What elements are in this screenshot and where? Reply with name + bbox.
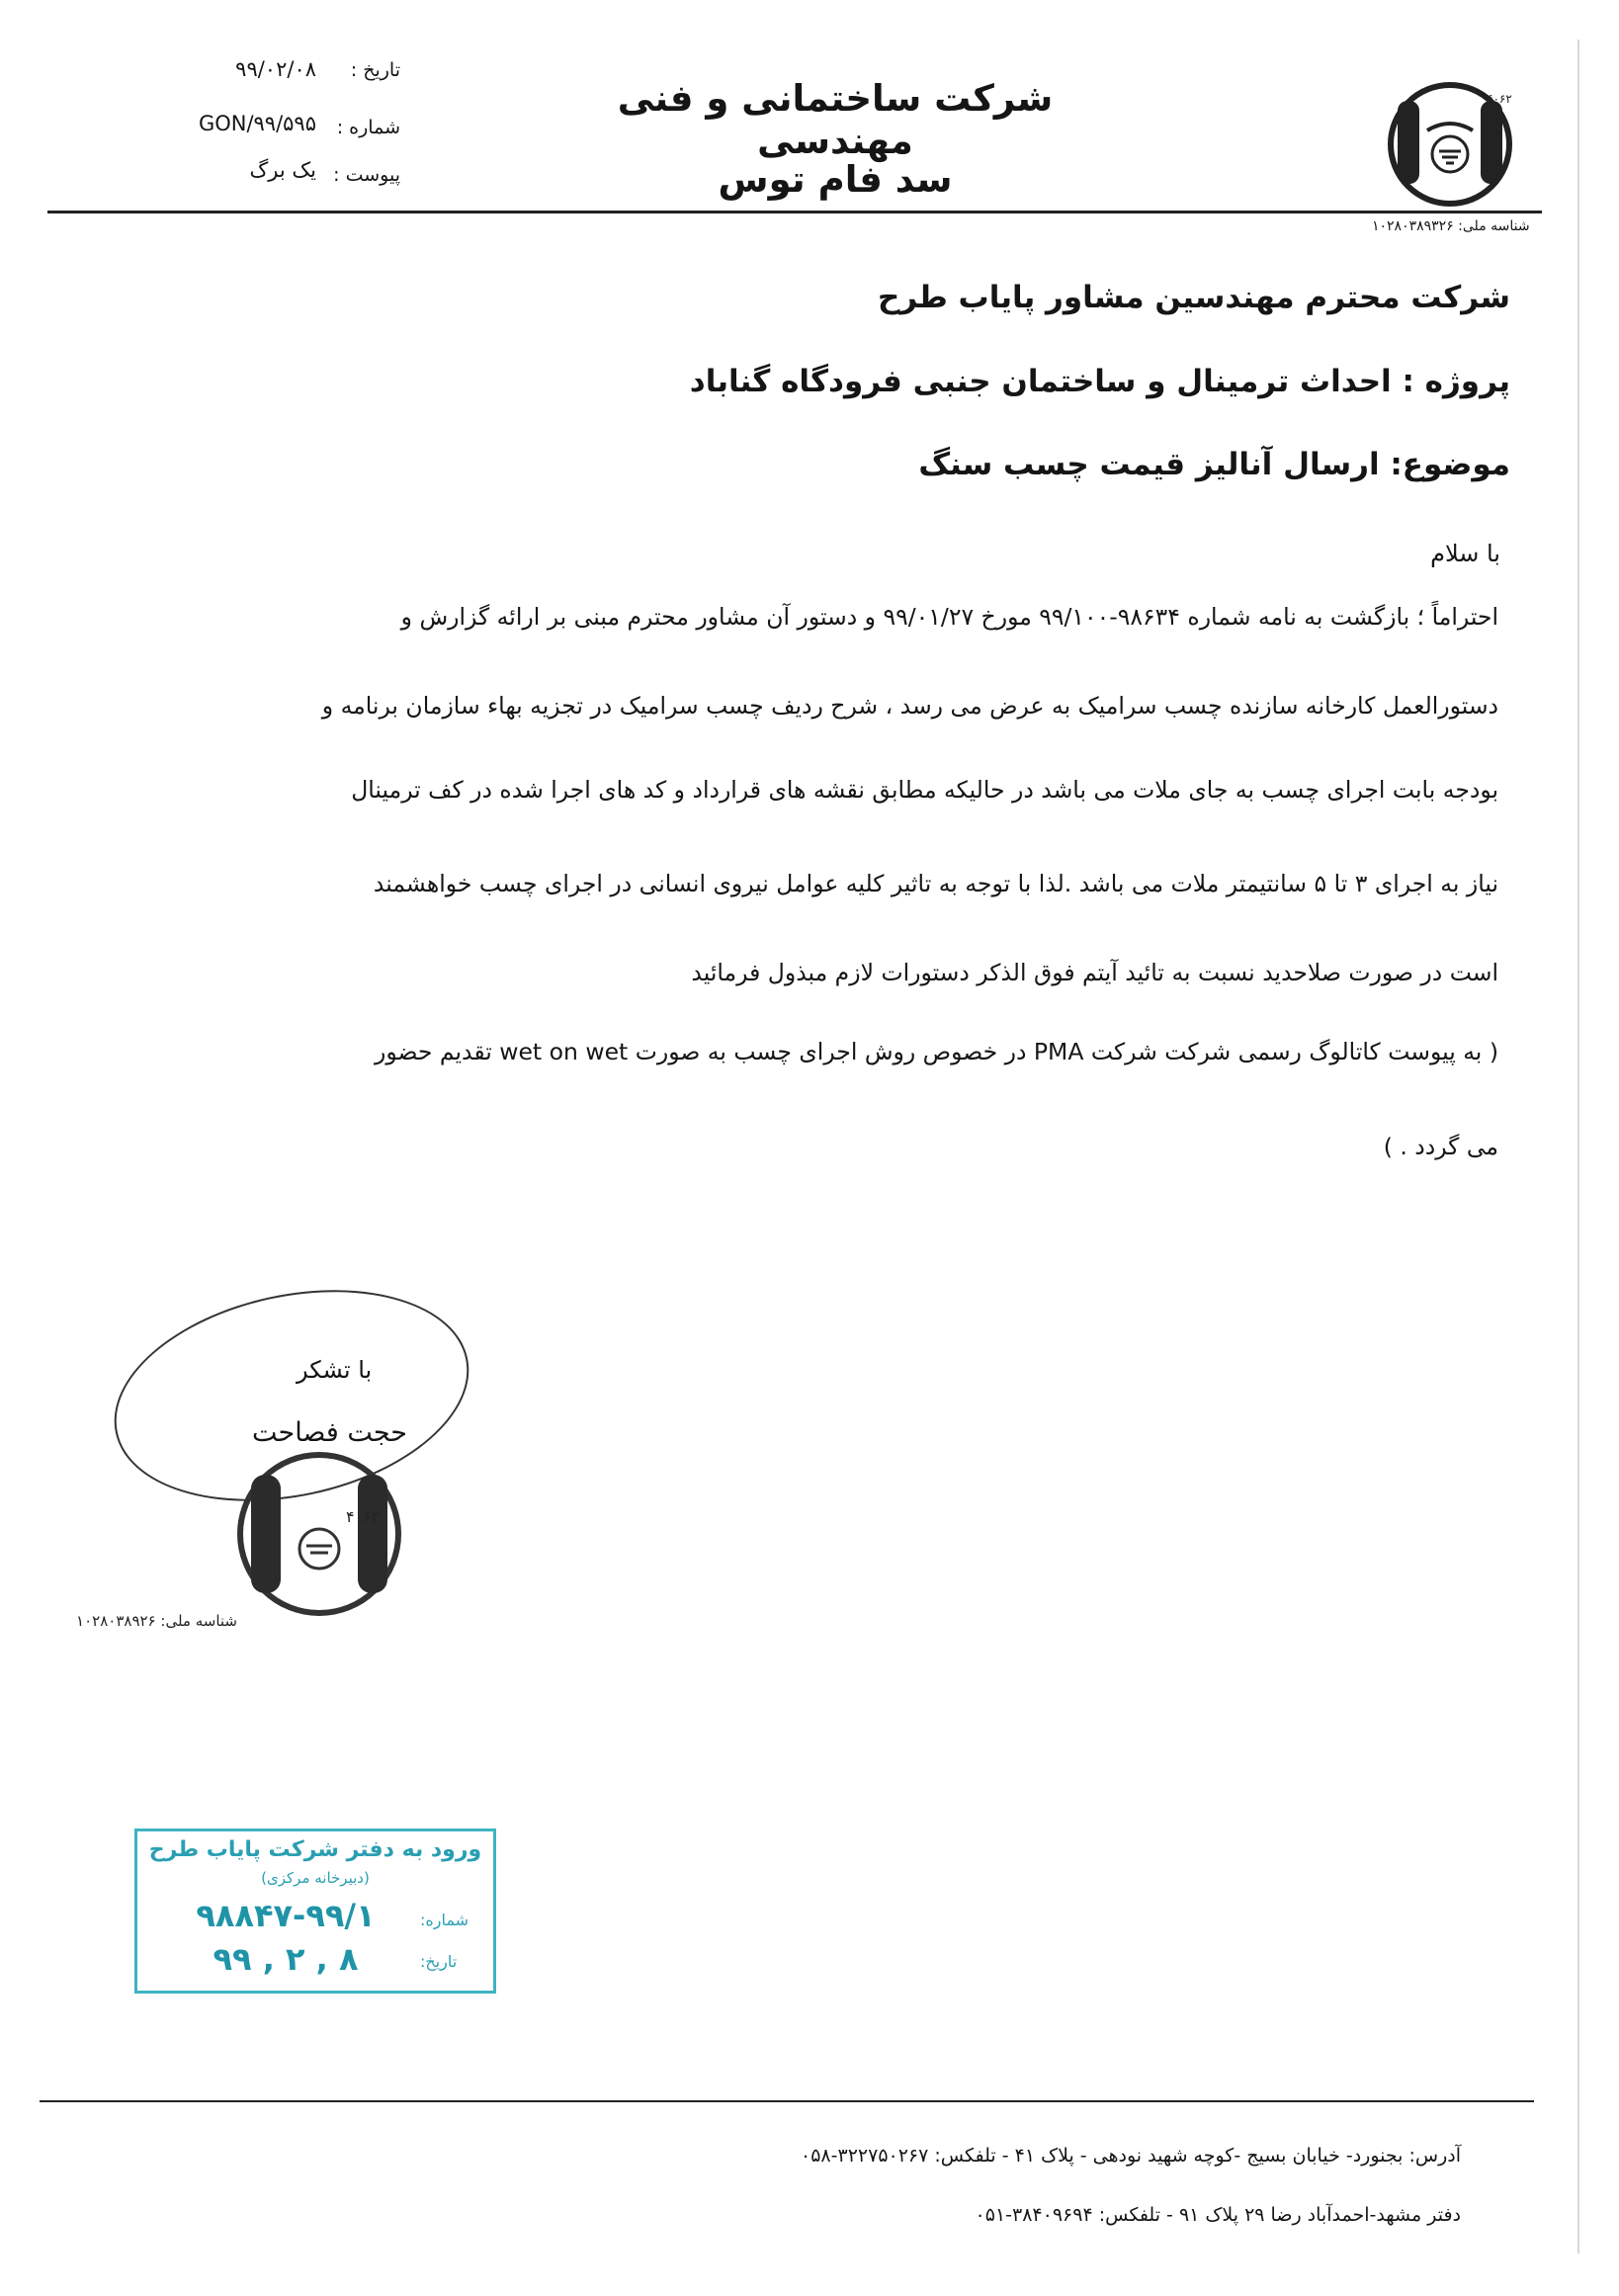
body-line: دستورالعمل کارخانه سازنده چسب سرامیک به عرض می رسد ، شرح ردیف چسب سرامیک در تجزیه بهاء سازمان برنامه و <box>321 692 1498 720</box>
header-divider <box>47 211 1542 213</box>
stamp-title: ورود به دفتر شرکت پایاب طرح <box>148 1837 482 1862</box>
date-label: تاریخ : <box>350 59 400 81</box>
logo-text: ۴۰۶۲ <box>1487 92 1512 106</box>
company-seal-icon <box>76 1435 423 1633</box>
body-line: نیاز به اجرای ۳ تا ۵ سانتیمتر ملات می باشد .لذا با توجه به تاثیر کلیه عوامل نیروی انسانی در اجرای چسب خواهشمند <box>373 870 1498 897</box>
footer-mashhad-office: دفتر مشهد-احمدآباد رضا ۲۹ پلاک ۹۱ - تلفکس: ۳۸۴۰۹۶۹۴-۰۵۱ <box>975 2204 1461 2226</box>
salutation: با سلام <box>1430 540 1500 567</box>
stamp-number-value: ۹۸۸۴۷-۹۹/۱ <box>196 1897 376 1934</box>
company-name-line1: شرکت ساختمانی و فنی مهندسی <box>617 77 1054 162</box>
body-line: می گردد . ) <box>1383 1133 1498 1160</box>
body-line: است در صورت صلاحدید نسبت به تائید آیتم فوق الذکر دستورات لازم مبذول فرمائید <box>691 959 1498 986</box>
stamp-subtitle: (دبیرخانه مرکزی) <box>261 1869 370 1887</box>
number-label: شماره : <box>336 117 400 138</box>
stamp-date-value: ۹۹ , ۲ , ۸ <box>213 1940 359 1978</box>
attachment-label: پیوست : <box>333 164 400 186</box>
subject-line: موضوع: ارسال آنالیز قیمت چسب سنگ <box>918 447 1510 482</box>
attachment-value: یک برگ <box>249 158 316 182</box>
body-line: بودجه بابت اجرای چسب به جای ملات می باشد در حالیکه مطابق نقشه های قرارداد و کد های اجرا شده در کف ترمینال <box>351 776 1498 804</box>
scan-edge <box>1577 40 1579 2253</box>
seal-id: شناسه ملی: ۱۰۲۸۰۳۸۹۲۶ <box>76 1612 237 1630</box>
signer-name: حجت فصاحت <box>252 1417 407 1448</box>
stamp-number-label: شماره: <box>420 1911 469 1929</box>
footer-address: آدرس: بجنورد- خیابان بسیج -کوچه شهید نودهی - پلاک ۴۱ - تلفکس: ۳۲۲۷۵۰۲۶۷-۰۵۸ <box>801 2145 1461 2167</box>
number-value: GON/۹۹/۵۹۵ <box>198 112 316 135</box>
project-line: پروژه : احداث ترمینال و ساختمان جنبی فرودگاه گناباد <box>689 364 1510 399</box>
company-name-line2: سد فام توس <box>718 158 953 201</box>
registration-id: شناسه ملی: ۱۰۲۸۰۳۸۹۳۲۶ <box>1372 218 1530 234</box>
closing-thanks: با تشکر <box>297 1356 373 1384</box>
footer-divider <box>40 2100 1534 2102</box>
seal-text: ۴۰۶۲ <box>346 1507 381 1526</box>
date-value: ۹۹/۰۲/۰۸ <box>235 57 316 81</box>
body-line: ( به پیوست کاتالوگ رسمی شرکت شرکت PMA در خصوص روش اجرای چسب به صورت wet on wet تقدیم حضور <box>374 1038 1498 1065</box>
company-logo-icon <box>1376 73 1524 221</box>
body-line: احتراماً ؛ بازگشت به نامه شماره ۹۸۶۳۴-۹۹/۱۰۰ مورخ ۹۹/۰۱/۲۷ و دستور آن مشاور محترم مبنی بر ارائه گزارش و <box>400 603 1498 631</box>
recipient: شرکت محترم مهندسین مشاور پایاب طرح <box>877 280 1510 315</box>
receipt-stamp <box>134 1828 496 1994</box>
stamp-date-label: تاریخ: <box>420 1952 458 1971</box>
